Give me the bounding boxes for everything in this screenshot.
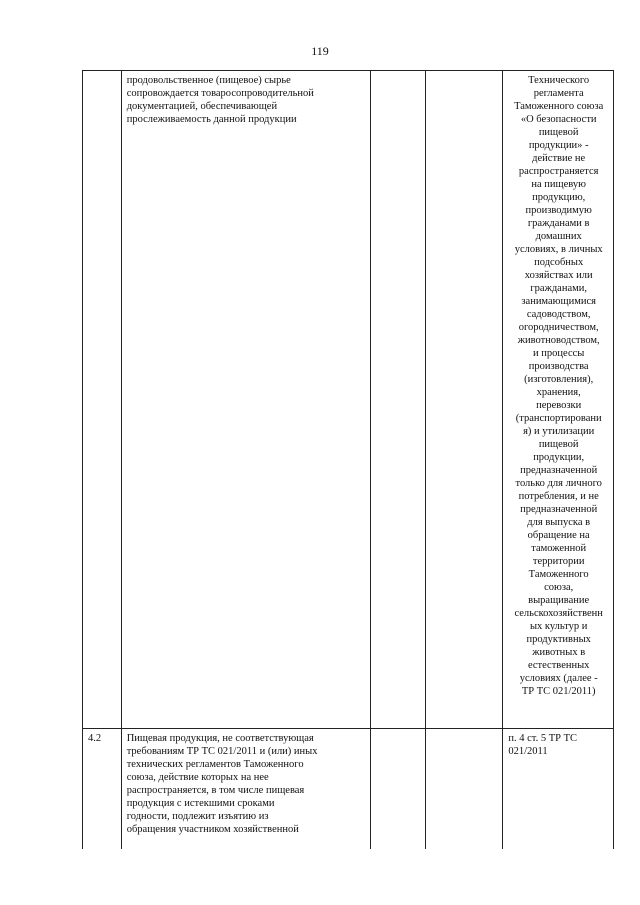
row-number-cell	[83, 71, 122, 729]
requirement-cell	[121, 71, 370, 729]
table-row	[83, 729, 614, 850]
empty-cell	[370, 71, 425, 729]
requirement-cell	[121, 729, 370, 850]
requirements-table	[82, 70, 614, 849]
empty-cell	[425, 71, 502, 729]
row-number: 4.2	[88, 733, 102, 744]
requirement-text: Пищевая продукция, не соответствующая требованиям ТР ТС 021/2011 и (или) иных технических регламентов Таможенного союза, действие которых на нее распространяется, в том числе пищевая продукция с истекшими сроками годности, подлежит изъятию из обращения участником хозяйственной	[126, 733, 318, 835]
reference-cell	[503, 71, 614, 729]
page-number: 119	[311, 44, 329, 58]
row-number-cell	[83, 729, 122, 850]
table-row	[83, 71, 614, 729]
empty-cell	[425, 729, 502, 850]
reference-cell	[503, 729, 614, 850]
reference-text: п. 4 ст. 5 ТР ТС 021/2011	[508, 733, 577, 757]
empty-cell	[370, 729, 425, 850]
reference-text: Технического регламента Таможенного союза «О безопасности пищевой продукции» - действие не распространяется на пищевую продукцию, производимую гражданами в домашних условиях, в личных подсобных хозяйствах или гражданами, занимающимися садоводством, огородничеством, животноводством, и процессы производства (изготовления), хранения, перевозки (транспортировани я) и утилизации пищевой продукции, предназначенной только для личного потребления, и не предназначенной для выпуска в обращение на таможенной территории Таможенного союза, выращивание сельскохозяйственн ых культур и продуктивных животных в естественных условиях (далее - ТР ТС 021/2011)	[514, 75, 604, 697]
requirement-text: продовольственное (пищевое) сырье сопровождается товаросопроводительной документацией, обеспечивающей прослеживаемость данной продукции	[126, 75, 314, 125]
